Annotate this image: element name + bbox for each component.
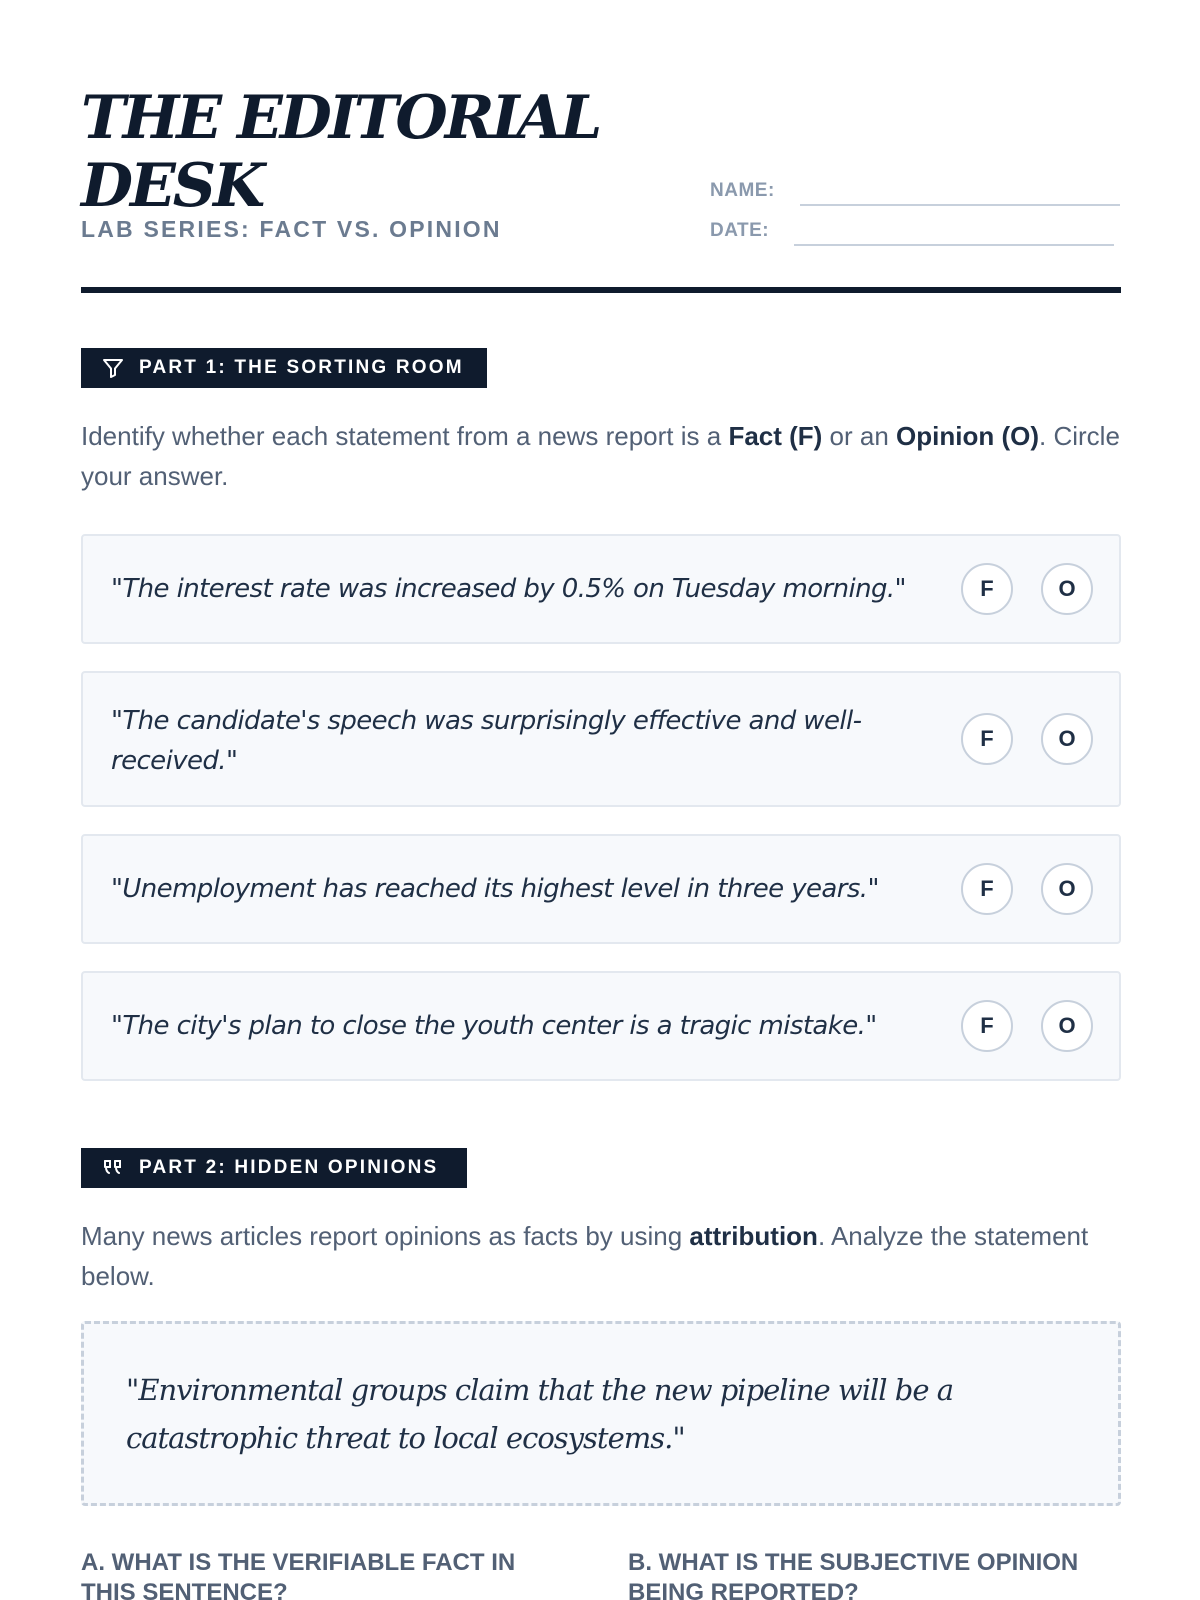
part1-heading: PART 1: THE SORTING ROOM [139,357,464,378]
part1-instructions: Identify whether each statement from a news report is a Fact (F) or an Opinion (O). Circle your answer. [81,421,1120,491]
page-title [81,84,641,220]
name-field[interactable] [710,180,775,202]
fact-label: Fact (F) [728,421,823,451]
statement-text: "The candidate's speech was surprisingly effective and well-received." [111,706,862,776]
name-label: NAME: [710,180,775,201]
part2-instructions: Many news articles report opinions as facts by using attribution. Analyze the statement below. [81,1221,1089,1291]
fact-choice-button[interactable]: F [961,713,1013,765]
title-line-2: DESK [81,151,263,221]
statement-card [81,671,1121,807]
opinion-choice-button[interactable]: O [1041,1000,1093,1052]
statement-text: "Unemployment has reached its highest level in three years." [111,874,879,904]
quote-box [81,1321,1121,1506]
filter-icon [101,356,125,380]
date-line[interactable] [794,244,1114,246]
page-subtitle: LAB SERIES: FACT VS. OPINION [81,216,502,242]
header-divider [81,287,1121,293]
quote-text: "Environmental groups claim that the new pipeline will be a catastrophic threat to local ecosystems." [126,1373,954,1455]
fact-choice-button[interactable]: F [961,563,1013,615]
date-field[interactable] [710,220,769,242]
opinion-label: Opinion (O) [896,421,1040,451]
part1-heading-tag [81,348,487,388]
part2-heading-tag [81,1148,467,1188]
opinion-choice-button[interactable]: O [1041,563,1093,615]
quote-icon [101,1156,125,1180]
statement-card [81,971,1121,1081]
fact-choice-button[interactable]: F [961,1000,1013,1052]
question-b: B. WHAT IS THE SUBJECTIVE OPINION BEING REPORTED? [628,1549,1079,1600]
statement-text: "The city's plan to close the youth center is a tragic mistake." [111,1011,877,1041]
name-line[interactable] [800,204,1120,206]
part2-heading: PART 2: HIDDEN OPINIONS [139,1157,439,1178]
question-a: A. WHAT IS THE VERIFIABLE FACT IN THIS SENTENCE? [81,1549,516,1600]
opinion-choice-button[interactable]: O [1041,863,1093,915]
fact-choice-button[interactable]: F [961,863,1013,915]
date-label: DATE: [710,220,770,241]
opinion-choice-button[interactable]: O [1041,713,1093,765]
title-line-1: THE EDITORIAL [81,83,600,153]
statement-text: "The interest rate was increased by 0.5% on Tuesday morning." [111,574,906,604]
attribution-label: attribution [689,1221,818,1251]
statement-card [81,534,1121,644]
statement-card [81,834,1121,944]
